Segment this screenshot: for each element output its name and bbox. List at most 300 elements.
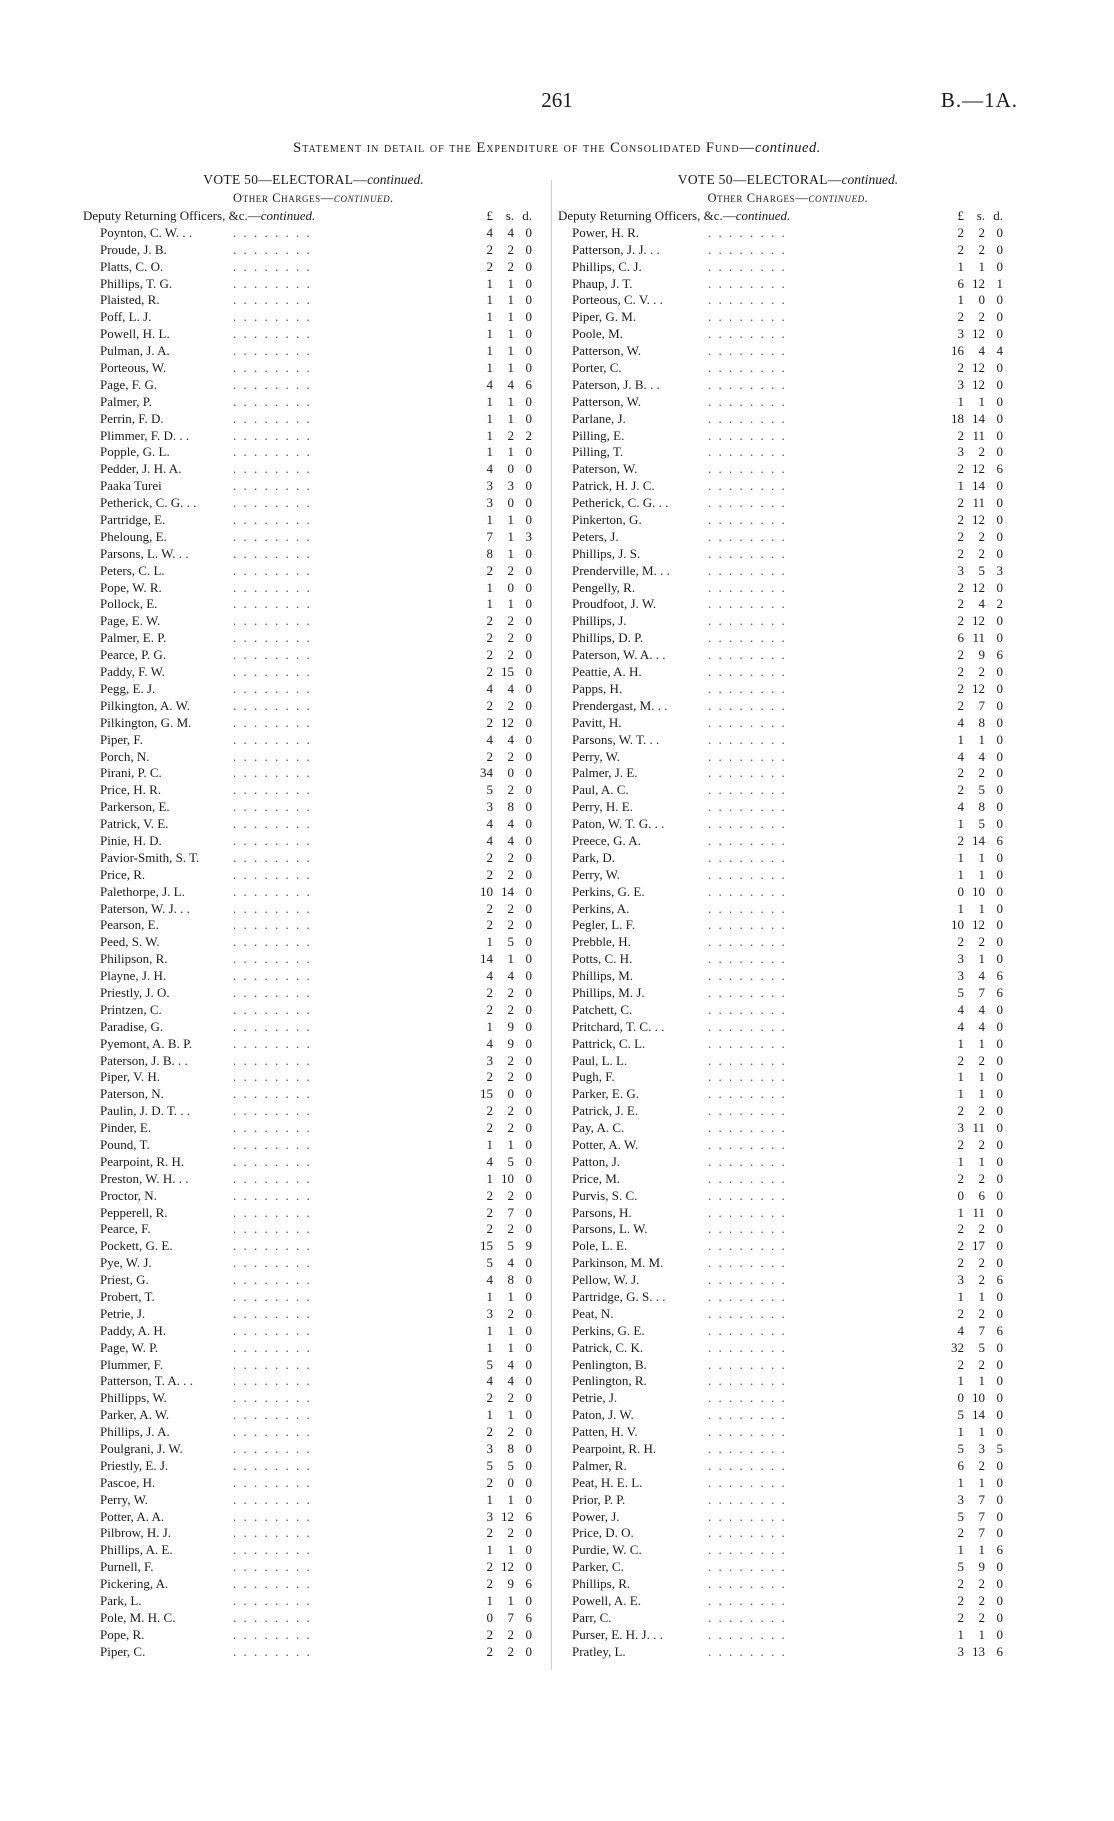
amount-pounds: 1 <box>957 849 964 865</box>
leader-dots: . . . . . . . . <box>233 410 312 426</box>
amount-shillings: 1 <box>978 849 985 865</box>
leader-dots: . . . . . . . . <box>708 1289 787 1304</box>
table-row <box>83 1289 544 1306</box>
table-row <box>558 563 1018 580</box>
table-row <box>83 1323 544 1340</box>
amount-pence: 0 <box>525 1373 532 1389</box>
amount-shillings: 0 <box>507 495 514 511</box>
table-row <box>558 1475 1018 1492</box>
leader-dots: . . . . . . . . <box>233 258 312 274</box>
leader-dots: . . . . . . . . <box>233 968 312 984</box>
payee-name: Palethorpe, J. L. <box>100 883 185 899</box>
amount-shillings: 2 <box>978 1221 985 1237</box>
leader-dots: . . . . . . . . <box>708 1170 787 1186</box>
amount-pence: 0 <box>996 1255 1003 1271</box>
amount-pounds: 2 <box>957 596 964 612</box>
amount-pounds: 1 <box>957 1153 964 1169</box>
leader-dots: . . . . . . . . <box>708 613 787 629</box>
table-row <box>558 1525 1018 1542</box>
leader-dots: . . . . . . . . <box>708 697 787 713</box>
amount-pounds: 0 <box>957 1390 964 1406</box>
amount-pounds: 2 <box>957 697 964 713</box>
amount-shillings: 3 <box>507 478 514 494</box>
amount-pounds: 1 <box>486 1322 493 1338</box>
table-row <box>558 782 1018 799</box>
amount-pence: 6 <box>996 647 1003 663</box>
amount-shillings: 2 <box>507 1626 514 1642</box>
leader-dots: . . . . . . . . <box>233 917 312 933</box>
payee-name: Peters, J. <box>572 528 619 544</box>
table-row <box>83 1221 544 1238</box>
payee-name: Prenderville, M. . . <box>572 562 670 578</box>
amount-pence: 0 <box>996 934 1003 950</box>
leader-dots: . . . . . . . . <box>708 1542 787 1558</box>
amount-pounds: 2 <box>486 1069 493 1085</box>
payee-name: Patterson, W. <box>572 393 641 409</box>
subtitle-italic: continued. <box>808 191 869 205</box>
amount-pence: 0 <box>525 292 532 308</box>
amount-pounds: 2 <box>486 613 493 629</box>
payee-name: Partridge, E. <box>100 512 166 528</box>
amount-shillings: 1 <box>978 1373 985 1389</box>
amount-shillings: 10 <box>972 1390 985 1406</box>
amount-shillings: 2 <box>507 900 514 916</box>
payee-name: Pearce, P. G. <box>100 647 167 663</box>
payee-name: Paton, W. T. G. . . <box>572 816 665 832</box>
leader-dots: . . . . . . . . <box>708 444 787 460</box>
leader-dots: . . . . . . . . <box>708 258 787 274</box>
leader-dots: . . . . . . . . <box>233 1035 312 1051</box>
payee-name: Pearpoint, R. H. <box>100 1153 185 1169</box>
table-row <box>83 580 544 597</box>
leader-dots: . . . . . . . . <box>708 275 787 291</box>
amount-pounds: 2 <box>957 782 964 798</box>
payee-name: Pole, L. E. <box>572 1238 628 1254</box>
amount-pence: 0 <box>525 1221 532 1237</box>
table-row <box>83 292 544 309</box>
payee-name: Perry, W. <box>100 1491 148 1507</box>
payee-name: Perkins, A. <box>572 900 630 916</box>
leader-dots: . . . . . . . . <box>708 1525 787 1541</box>
amount-pounds: 1 <box>486 292 493 308</box>
amount-pounds: 1 <box>486 934 493 950</box>
amount-shillings: 1 <box>978 393 985 409</box>
table-row <box>558 478 1018 495</box>
amount-pence: 0 <box>996 579 1003 595</box>
table-row <box>83 1390 544 1407</box>
leader-dots: . . . . . . . . <box>708 765 787 781</box>
amount-pounds: 3 <box>486 1052 493 1068</box>
payee-name: Pascoe, H. <box>100 1474 156 1490</box>
amount-pounds: 2 <box>957 680 964 696</box>
amount-pence: 0 <box>996 1001 1003 1017</box>
leader-dots: . . . . . . . . <box>233 1457 312 1473</box>
table-row <box>558 884 1018 901</box>
amount-pounds: 2 <box>486 258 493 274</box>
payee-name: Priestly, J. O. <box>100 984 170 1000</box>
amount-pounds: 1 <box>486 1289 493 1304</box>
amount-pence: 6 <box>996 984 1003 1000</box>
table-row <box>83 934 544 951</box>
leader-dots: . . . . . . . . <box>233 799 312 815</box>
amount-pence: 0 <box>525 1593 532 1609</box>
amount-shillings: 2 <box>507 1643 514 1659</box>
amount-pence: 0 <box>525 1255 532 1271</box>
leader-dots: . . . . . . . . <box>708 579 787 595</box>
amount-shillings: 2 <box>978 1170 985 1186</box>
amount-shillings: 2 <box>978 1609 985 1625</box>
payee-name: Parsons, L. W. <box>572 1221 648 1237</box>
amount-shillings: 2 <box>507 984 514 1000</box>
amount-pounds: 3 <box>957 376 964 392</box>
leader-dots: . . . . . . . . <box>233 579 312 595</box>
leader-dots: . . . . . . . . <box>708 495 787 511</box>
amount-shillings: 5 <box>507 1457 514 1473</box>
table-row <box>83 1255 544 1272</box>
leader-dots: . . . . . . . . <box>708 545 787 561</box>
amount-pounds: 2 <box>957 1609 964 1625</box>
amount-pence: 0 <box>996 512 1003 528</box>
amount-pounds: 4 <box>486 1035 493 1051</box>
amount-pounds: 2 <box>957 1576 964 1592</box>
amount-pence: 0 <box>996 866 1003 882</box>
payee-name: Paddy, F. W. <box>100 664 165 680</box>
amount-pounds: 6 <box>957 275 964 291</box>
amount-shillings: 12 <box>972 579 985 595</box>
payee-name: Potter, A. A. <box>100 1508 165 1524</box>
amount-shillings: 7 <box>978 1525 985 1541</box>
amount-pounds: 8 <box>486 545 493 561</box>
amount-pence: 0 <box>525 1305 532 1321</box>
amount-pounds: 1 <box>957 1373 964 1389</box>
payee-name: Piper, V. H. <box>100 1069 161 1085</box>
leader-dots: . . . . . . . . <box>708 393 787 409</box>
amount-pounds: 3 <box>486 478 493 494</box>
amount-pounds: 4 <box>486 832 493 848</box>
amount-pence: 6 <box>996 832 1003 848</box>
amount-shillings: 2 <box>978 444 985 460</box>
amount-shillings: 3 <box>978 1441 985 1457</box>
leader-dots: . . . . . . . . <box>708 900 787 916</box>
amount-shillings: 1 <box>978 1626 985 1642</box>
amount-shillings: 8 <box>507 799 514 815</box>
amount-pounds: 3 <box>486 1305 493 1321</box>
payee-name: Pockett, G. E. <box>100 1238 173 1254</box>
amount-pounds: 2 <box>486 241 493 257</box>
leader-dots: . . . . . . . . <box>233 1474 312 1490</box>
payee-name: Peat, H. E. L. <box>572 1474 643 1490</box>
payee-name: Pegg, E. J. <box>100 680 156 696</box>
amount-shillings: 1 <box>507 275 514 291</box>
leader-dots: . . . . . . . . <box>708 1339 787 1355</box>
amount-pounds: 2 <box>486 562 493 578</box>
table-row <box>83 1171 544 1188</box>
table-row <box>83 1475 544 1492</box>
amount-shillings: 2 <box>507 427 514 443</box>
leader-dots: . . . . . . . . <box>233 1086 312 1102</box>
amount-shillings: 8 <box>507 1272 514 1288</box>
amount-pounds: 2 <box>957 1136 964 1152</box>
leader-dots: . . . . . . . . <box>708 680 787 696</box>
amount-pounds: 1 <box>957 866 964 882</box>
leader-dots: . . . . . . . . <box>708 782 787 798</box>
payee-name: Phillips, J. <box>572 613 627 629</box>
amount-pounds: 2 <box>486 1474 493 1490</box>
leader-dots: . . . . . . . . <box>708 1609 787 1625</box>
payee-name: Paterson, W. A. . . <box>572 647 666 663</box>
amount-pounds: 1 <box>486 309 493 325</box>
amount-pence: 0 <box>996 1238 1003 1254</box>
amount-pence: 0 <box>525 545 532 561</box>
leader-dots: . . . . . . . . <box>708 1086 787 1102</box>
leader-dots: . . . . . . . . <box>233 680 312 696</box>
table-row <box>83 782 544 799</box>
amount-shillings: 4 <box>507 680 514 696</box>
amount-shillings: 1 <box>507 1542 514 1558</box>
payee-name: Paterson, N. <box>100 1086 164 1102</box>
table-row <box>83 1272 544 1289</box>
amount-pence: 0 <box>996 376 1003 392</box>
amount-shillings: 1 <box>507 596 514 612</box>
amount-shillings: 12 <box>972 376 985 392</box>
amount-pounds: 2 <box>486 917 493 933</box>
amount-pence: 0 <box>525 1035 532 1051</box>
payee-name: Potter, A. W. <box>572 1136 639 1152</box>
leader-dots: . . . . . . . . <box>233 951 312 967</box>
payee-name: Patterson, T. A. . . <box>100 1373 194 1389</box>
amount-shillings: 2 <box>507 1305 514 1321</box>
entry-list <box>558 225 1018 1661</box>
leader-dots: . . . . . . . . <box>708 1069 787 1085</box>
vote-title-text: VOTE 50—ELECTORAL— <box>677 172 842 187</box>
amount-shillings: 2 <box>978 664 985 680</box>
payee-name: Peed, S. W. <box>100 934 160 950</box>
leader-dots: . . . . . . . . <box>233 816 312 832</box>
table-row <box>83 1525 544 1542</box>
leader-dots: . . . . . . . . <box>233 1390 312 1406</box>
amount-pounds: 2 <box>486 1424 493 1440</box>
leader-dots: . . . . . . . . <box>708 1407 787 1423</box>
amount-shillings: 5 <box>507 1238 514 1254</box>
amount-shillings: 2 <box>507 1052 514 1068</box>
payee-name: Papps, H. <box>572 680 623 696</box>
statement-title <box>0 140 1114 157</box>
amount-pounds: 4 <box>486 1272 493 1288</box>
leader-dots: . . . . . . . . <box>233 224 312 240</box>
amount-pounds: 2 <box>486 1204 493 1220</box>
payee-name: Purvis, S. C. <box>572 1187 638 1203</box>
table-row <box>558 664 1018 681</box>
amount-shillings: 1 <box>507 1289 514 1304</box>
payee-name: Pirani, P. C. <box>100 765 162 781</box>
leader-dots: . . . . . . . . <box>233 1120 312 1136</box>
amount-pounds: 0 <box>486 1609 493 1625</box>
payee-name: Pearson, E. <box>100 917 159 933</box>
amount-shillings: 1 <box>507 528 514 544</box>
amount-pounds: 5 <box>957 984 964 1000</box>
leader-dots: . . . . . . . . <box>233 292 312 308</box>
leader-dots: . . . . . . . . <box>708 1457 787 1473</box>
amount-pence: 0 <box>525 1424 532 1440</box>
table-row <box>558 1357 1018 1374</box>
page-number: 261 <box>541 88 573 112</box>
table-row <box>83 360 544 377</box>
leader-dots: . . . . . . . . <box>708 528 787 544</box>
document-reference: B.—1A. <box>940 88 1018 112</box>
amount-pounds: 2 <box>957 360 964 376</box>
amount-pounds: 2 <box>957 1221 964 1237</box>
amount-shillings: 12 <box>972 275 985 291</box>
table-row <box>558 1272 1018 1289</box>
amount-pence: 0 <box>525 1086 532 1102</box>
leader-dots: . . . . . . . . <box>708 1120 787 1136</box>
leader-dots: . . . . . . . . <box>708 951 787 967</box>
amount-pence: 0 <box>525 1441 532 1457</box>
leader-dots: . . . . . . . . <box>233 326 312 342</box>
amount-pounds: 2 <box>486 1103 493 1119</box>
payee-name: Paul, A. C. <box>572 782 629 798</box>
table-row <box>83 985 544 1002</box>
table-row <box>558 377 1018 394</box>
table-row <box>83 1306 544 1323</box>
payee-name: Paul, L. L. <box>572 1052 628 1068</box>
amount-pounds: 1 <box>486 343 493 359</box>
table-heading-text: Deputy Returning Officers, &c.— <box>83 208 261 223</box>
table-row <box>558 1221 1018 1238</box>
amount-pence: 0 <box>996 1491 1003 1507</box>
leader-dots: . . . . . . . . <box>708 799 787 815</box>
amount-pence: 0 <box>996 883 1003 899</box>
amount-pounds: 1 <box>957 1289 964 1304</box>
amount-pence: 0 <box>996 326 1003 342</box>
pounds-column-header: £ <box>486 208 493 223</box>
amount-pounds: 1 <box>486 410 493 426</box>
table-row <box>558 917 1018 934</box>
amount-pence: 0 <box>996 410 1003 426</box>
amount-pounds: 2 <box>957 1238 964 1254</box>
amount-pence: 0 <box>525 478 532 494</box>
amount-pence: 0 <box>996 630 1003 646</box>
payee-name: Prior, P. P. <box>572 1491 626 1507</box>
payee-name: Patrick, V. E. <box>100 816 169 832</box>
leader-dots: . . . . . . . . <box>233 1322 312 1338</box>
table-row <box>83 1086 544 1103</box>
amount-shillings: 2 <box>978 1305 985 1321</box>
payee-name: Price, R. <box>100 866 146 882</box>
vote-title-italic: continued. <box>841 172 899 187</box>
amount-pence: 0 <box>996 1086 1003 1102</box>
leader-dots: . . . . . . . . <box>708 917 787 933</box>
amount-pence: 0 <box>525 883 532 899</box>
leader-dots: . . . . . . . . <box>708 1305 787 1321</box>
amount-shillings: 2 <box>507 1525 514 1541</box>
table-row <box>558 242 1018 259</box>
table-row <box>558 309 1018 326</box>
payee-name: Parker, A. W. <box>100 1407 170 1423</box>
amount-pence: 0 <box>996 393 1003 409</box>
table-row <box>558 816 1018 833</box>
table-row <box>558 833 1018 850</box>
amount-shillings: 2 <box>978 1457 985 1473</box>
amount-pence: 6 <box>525 1609 532 1625</box>
amount-pence: 6 <box>525 1508 532 1524</box>
payee-name: Page, W. P. <box>100 1339 159 1355</box>
table-row <box>558 1610 1018 1627</box>
leader-dots: . . . . . . . . <box>233 1441 312 1457</box>
amount-pounds: 4 <box>957 799 964 815</box>
amount-shillings: 8 <box>978 799 985 815</box>
table-row <box>83 1576 544 1593</box>
leader-dots: . . . . . . . . <box>233 1542 312 1558</box>
amount-pence: 0 <box>525 1474 532 1490</box>
amount-shillings: 2 <box>507 647 514 663</box>
amount-pence: 0 <box>525 444 532 460</box>
amount-shillings: 2 <box>507 241 514 257</box>
payee-name: Pearpoint, R. H. <box>572 1441 657 1457</box>
amount-shillings: 7 <box>507 1204 514 1220</box>
amount-pence: 0 <box>525 849 532 865</box>
leader-dots: . . . . . . . . <box>233 275 312 291</box>
amount-pence: 0 <box>996 495 1003 511</box>
amount-pence: 0 <box>525 495 532 511</box>
leader-dots: . . . . . . . . <box>708 1559 787 1575</box>
payee-name: Pugh, F. <box>572 1069 615 1085</box>
amount-pence: 0 <box>996 1153 1003 1169</box>
section-subtitle <box>83 189 544 208</box>
payee-name: Phillips, A. E. <box>100 1542 173 1558</box>
amount-pence: 0 <box>996 951 1003 967</box>
leader-dots: . . . . . . . . <box>233 1001 312 1017</box>
amount-pence: 3 <box>996 562 1003 578</box>
amount-pence: 5 <box>996 1441 1003 1457</box>
amount-pence: 0 <box>525 1322 532 1338</box>
column-divider <box>551 180 552 1670</box>
amount-pounds: 2 <box>957 1255 964 1271</box>
amount-pence: 0 <box>525 1407 532 1423</box>
amount-shillings: 4 <box>978 1018 985 1034</box>
amount-shillings: 2 <box>978 224 985 240</box>
payee-name: Palmer, R. <box>572 1457 627 1473</box>
table-row <box>558 529 1018 546</box>
amount-pence: 0 <box>996 224 1003 240</box>
amount-shillings: 12 <box>972 917 985 933</box>
amount-pence: 0 <box>525 224 532 240</box>
payee-name: Petrie, J. <box>572 1390 618 1406</box>
amount-pounds: 3 <box>957 326 964 342</box>
amount-shillings: 4 <box>978 596 985 612</box>
leader-dots: . . . . . . . . <box>233 596 312 612</box>
leader-dots: . . . . . . . . <box>233 1576 312 1592</box>
amount-pounds: 7 <box>486 528 493 544</box>
amount-shillings: 4 <box>507 224 514 240</box>
leader-dots: . . . . . . . . <box>708 292 787 308</box>
amount-pence: 6 <box>996 968 1003 984</box>
amount-shillings: 7 <box>978 1508 985 1524</box>
table-row <box>83 225 544 242</box>
amount-shillings: 2 <box>507 1069 514 1085</box>
amount-pounds: 1 <box>486 1593 493 1609</box>
leader-dots: . . . . . . . . <box>708 984 787 1000</box>
table-row <box>558 1559 1018 1576</box>
amount-pounds: 0 <box>957 1187 964 1203</box>
amount-pounds: 4 <box>486 224 493 240</box>
amount-pounds: 2 <box>957 647 964 663</box>
amount-shillings: 2 <box>978 1052 985 1068</box>
table-row <box>83 765 544 782</box>
amount-shillings: 2 <box>978 309 985 325</box>
amount-pence: 2 <box>525 427 532 443</box>
leader-dots: . . . . . . . . <box>233 782 312 798</box>
